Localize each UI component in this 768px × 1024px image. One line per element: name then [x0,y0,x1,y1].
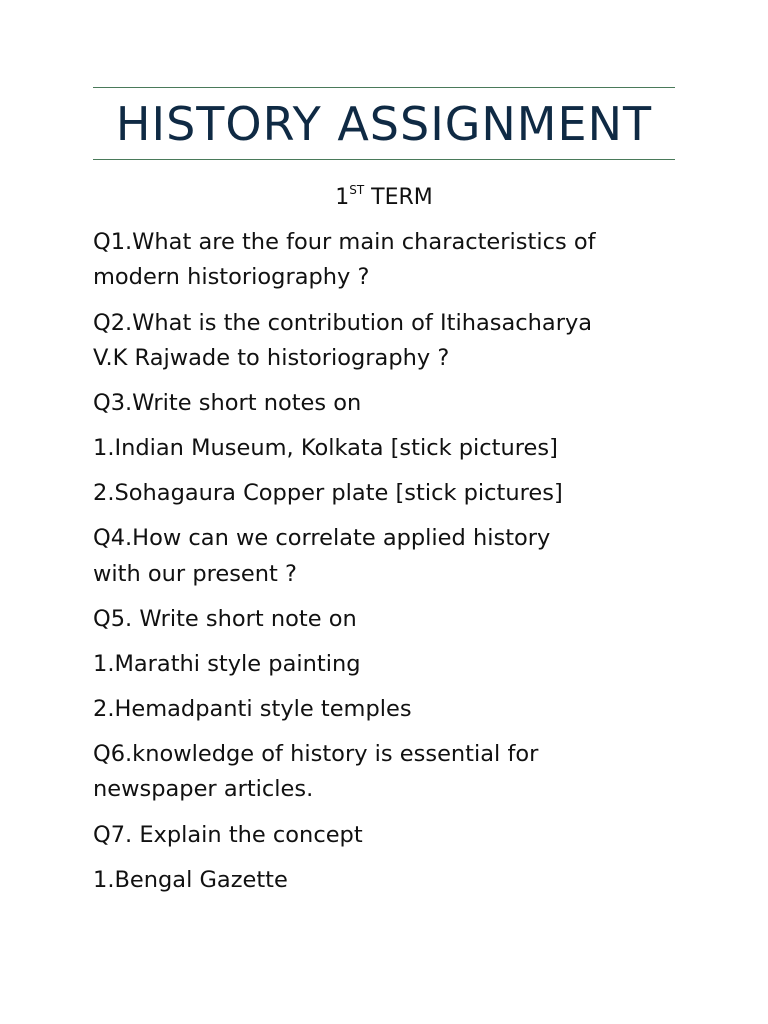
question-5-item-1: 1.Marathi style painting [93,651,361,677]
page-title: HISTORY ASSIGNMENT [115,97,653,151]
term-ordinal-suffix: ST [349,183,365,197]
question-4-line-2: with our present ? [93,561,297,587]
question-7-item-1: 1.Bengal Gazette [93,867,288,893]
question-3-item-1: 1.Indian Museum, Kolkata [stick pictures] [93,435,558,461]
term-number: 1 [335,185,350,210]
question-6-line-2: newspaper articles. [93,776,314,802]
question-4-line-1: Q4.How can we correlate applied history [93,525,551,551]
term-heading [93,183,675,213]
question-1-line-2: modern historiography ? [93,264,370,290]
question-5-item-2: 2.Hemadpanti style temples [93,696,412,722]
question-2-line-2: V.K Rajwade to historiography ? [93,345,450,371]
question-7: Q7. Explain the concept [93,822,363,848]
question-3: Q3.Write short notes on [93,390,362,416]
question-1-line-1: Q1.What are the four main characteristics of [93,229,596,255]
question-2-line-1: Q2.What is the contribution of Itihasacharya [93,310,593,336]
term-label: TERM [371,185,433,210]
question-6-line-1: Q6.knowledge of history is essential for [93,741,539,767]
question-5: Q5. Write short note on [93,606,357,632]
question-3-item-2: 2.Sohagaura Copper plate [stick pictures] [93,480,563,506]
title-bottom-rule [93,159,675,160]
title-top-rule [93,87,675,88]
